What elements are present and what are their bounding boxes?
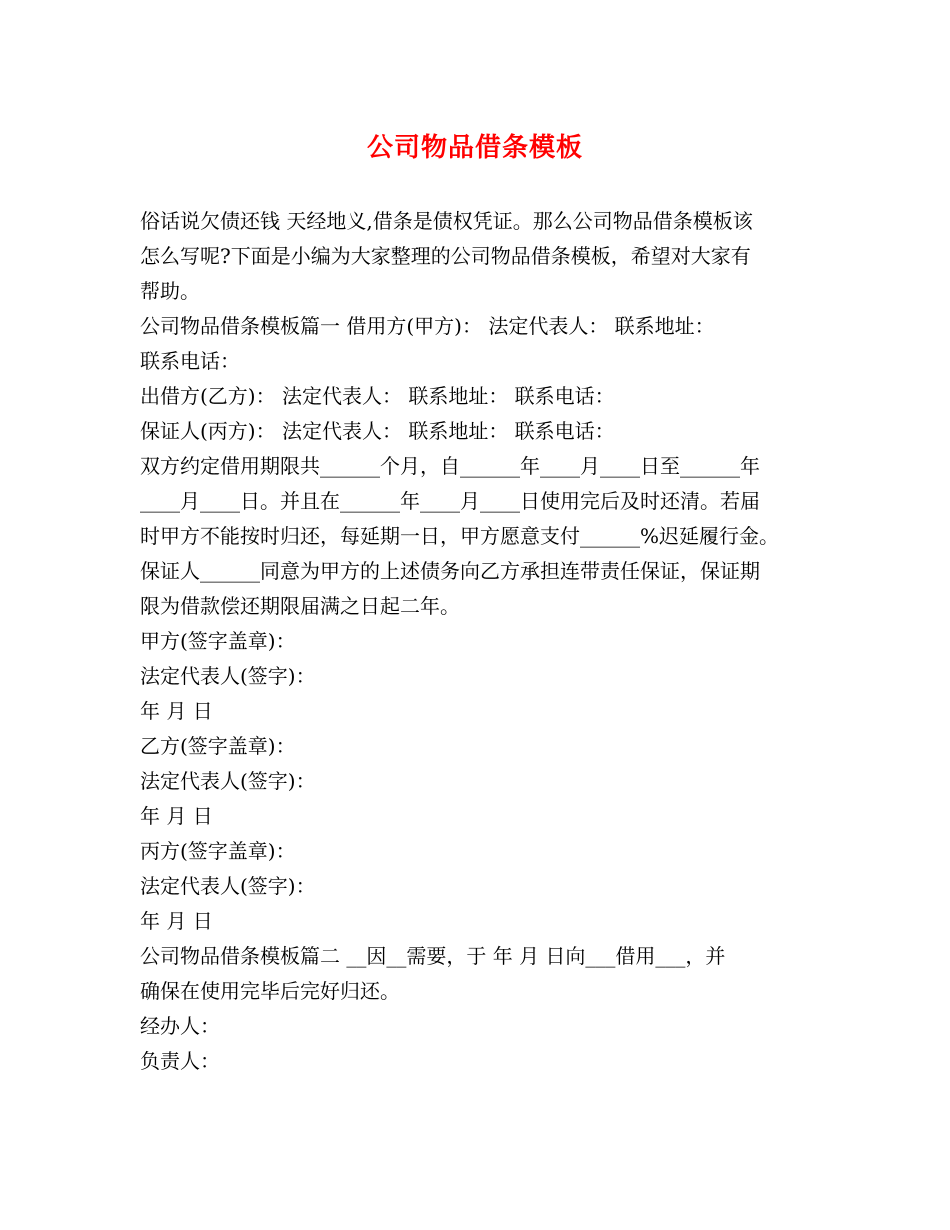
date-line: 年 月 日 bbox=[140, 699, 213, 723]
signature-line: 负责人： bbox=[140, 1049, 220, 1073]
paragraph-line: 确保在使用完毕后完好归还。 bbox=[140, 979, 400, 1003]
paragraph-line: 俗话说欠债还钱 天经地义,借条是债权凭证。那么公司物品借条模板该 bbox=[140, 209, 753, 233]
paragraph-line: 保证人______同意为甲方的上述债务向乙方承担连带责任保证，保证期 bbox=[140, 559, 760, 583]
paragraph-line: 联系电话： bbox=[140, 349, 240, 373]
section-heading-line: 公司物品借条模板篇一 借用方(甲方)： 法定代表人： 联系地址： bbox=[140, 314, 715, 338]
paragraph-line: 怎么写呢?下面是小编为大家整理的公司物品借条模板，希望对大家有 bbox=[140, 244, 751, 268]
paragraph-line: 时甲方不能按时归还，每延期一日，甲方愿意支付______%迟延履行金。 bbox=[140, 524, 780, 548]
guarantor-line: 保证人(丙方)： 法定代表人： 联系地址： 联系电话： bbox=[140, 419, 615, 443]
signature-line: 经办人： bbox=[140, 1014, 220, 1038]
signature-line: 法定代表人(签字)： bbox=[140, 874, 316, 898]
signature-line: 法定代表人(签字)： bbox=[140, 769, 316, 793]
paragraph-line: 限为借款偿还期限届满之日起二年。 bbox=[140, 594, 460, 618]
lender-line: 出借方(乙方)： 法定代表人： 联系地址： 联系电话： bbox=[140, 384, 615, 408]
date-line: 年 月 日 bbox=[140, 804, 213, 828]
section-heading-line: 公司物品借条模板篇二 __因__需要，于 年 月 日向___借用___，并 bbox=[140, 944, 726, 968]
signature-line: 法定代表人(签字)： bbox=[140, 664, 316, 688]
signature-line: 乙方(签字盖章)： bbox=[140, 734, 296, 758]
paragraph-line: ____月____日。并且在______年____月____日使用完后及时还清。若届 bbox=[140, 489, 760, 513]
signature-line: 甲方(签字盖章)： bbox=[140, 629, 296, 653]
signature-line: 丙方(签字盖章)： bbox=[140, 839, 296, 863]
paragraph-line: 双方约定借用期限共______个月，自______年____月____日至______年 bbox=[140, 454, 760, 478]
paragraph-line: 帮助。 bbox=[140, 279, 200, 303]
document-body bbox=[140, 204, 815, 1079]
document-title: 公司物品借条模板 bbox=[366, 133, 583, 163]
date-line: 年 月 日 bbox=[140, 909, 213, 933]
